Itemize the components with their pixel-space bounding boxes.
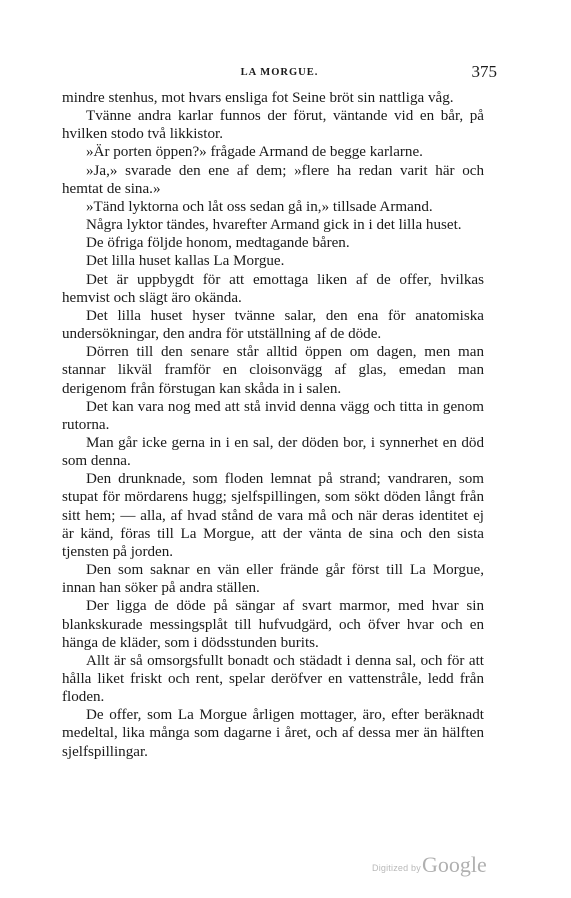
paragraph: De öfriga följde honom, medtagande båren. bbox=[86, 235, 350, 252]
paragraph: Det är uppbygdt för att emottaga liken af de offer, hvilkas hemvist och slägt äro okända. bbox=[62, 271, 484, 306]
page-header bbox=[62, 62, 497, 84]
page-number: 375 bbox=[471, 62, 497, 81]
paragraph: Man går icke gerna in i en sal, der döden bor, i synnerhet en död som denna. bbox=[62, 434, 484, 470]
paragraph: De offer, som La Morgue årligen mottager, äro, efter beräknadt medeltal, lika många som dagarne i året, och af dessa mer än hälften sjelfspillingar. bbox=[62, 707, 484, 760]
digitized-by-label: Digitized by bbox=[372, 863, 421, 873]
body-text bbox=[62, 89, 484, 761]
running-head: LA MORGUE. bbox=[240, 67, 319, 78]
paragraph: Det lilla huset kallas La Morgue. bbox=[86, 253, 285, 270]
paragraph: Den drunknade, som floden lemnat på strand; vandraren, som stupat för mördarens hugg; sjelfspillingen, som sökt döden långt från sitt hem; — alla, af hvad stånd de vara må och när deras identitet ej är känd, föras till La Morgue, att der vänta de sina och den sista tjensten på jorden. bbox=[62, 471, 484, 560]
paragraph: Der ligga de döde på sängar af svart marmor, med hvar sin blankskurade messingsplåt till hufvudgärd, och öfver hvar och en hänga de kläder, som i dödsstunden burits. bbox=[62, 598, 484, 651]
paragraph: »Ja,» svarade den ene af dem; »flere ha redan varit här och hemtat de sina.» bbox=[62, 162, 484, 197]
paragraph: »Tänd lyktorna och låt oss sedan gå in,» tillsade Armand. bbox=[86, 198, 433, 215]
paragraph: Dörren till den senare står alltid öppen om dagen, men man stannar likväl framför en cloisonvägg af glas, emedan man derigenom från förstugan kan skåda in i salen. bbox=[62, 344, 484, 397]
paragraph: Det lilla huset hyser tvänne salar, den ena för anatomiska undersökningar, den andra för utställning af de döde. bbox=[62, 307, 484, 343]
paragraph: mindre stenhus, mot hvars ensliga fot Seine bröt sin nattliga våg. bbox=[62, 90, 454, 106]
paragraph: Några lyktor tändes, hvarefter Armand gick in i det lilla huset. bbox=[86, 217, 462, 234]
google-logo: Google bbox=[422, 852, 487, 877]
paragraph: Det kan vara nog med att stå invid denna vägg och titta in genom rutorna. bbox=[62, 398, 484, 433]
paragraph: »Är porten öppen?» frågade Armand de begge karlarne. bbox=[86, 144, 423, 161]
paragraph: Den som saknar en vän eller frände går först till La Morgue, innan han söker på andra ställen. bbox=[62, 562, 484, 597]
paragraph: Tvänne andra karlar funnos der förut, väntande vid en bår, på hvilken stodo två likkistor. bbox=[62, 108, 484, 143]
paragraph: Allt är så omsorgsfullt bonadt och städadt i denna sal, och för att hålla liket friskt och rent, spelar deröfver en vattenstråle, ledd från floden. bbox=[62, 652, 484, 706]
digitized-by-google-watermark bbox=[372, 852, 492, 878]
